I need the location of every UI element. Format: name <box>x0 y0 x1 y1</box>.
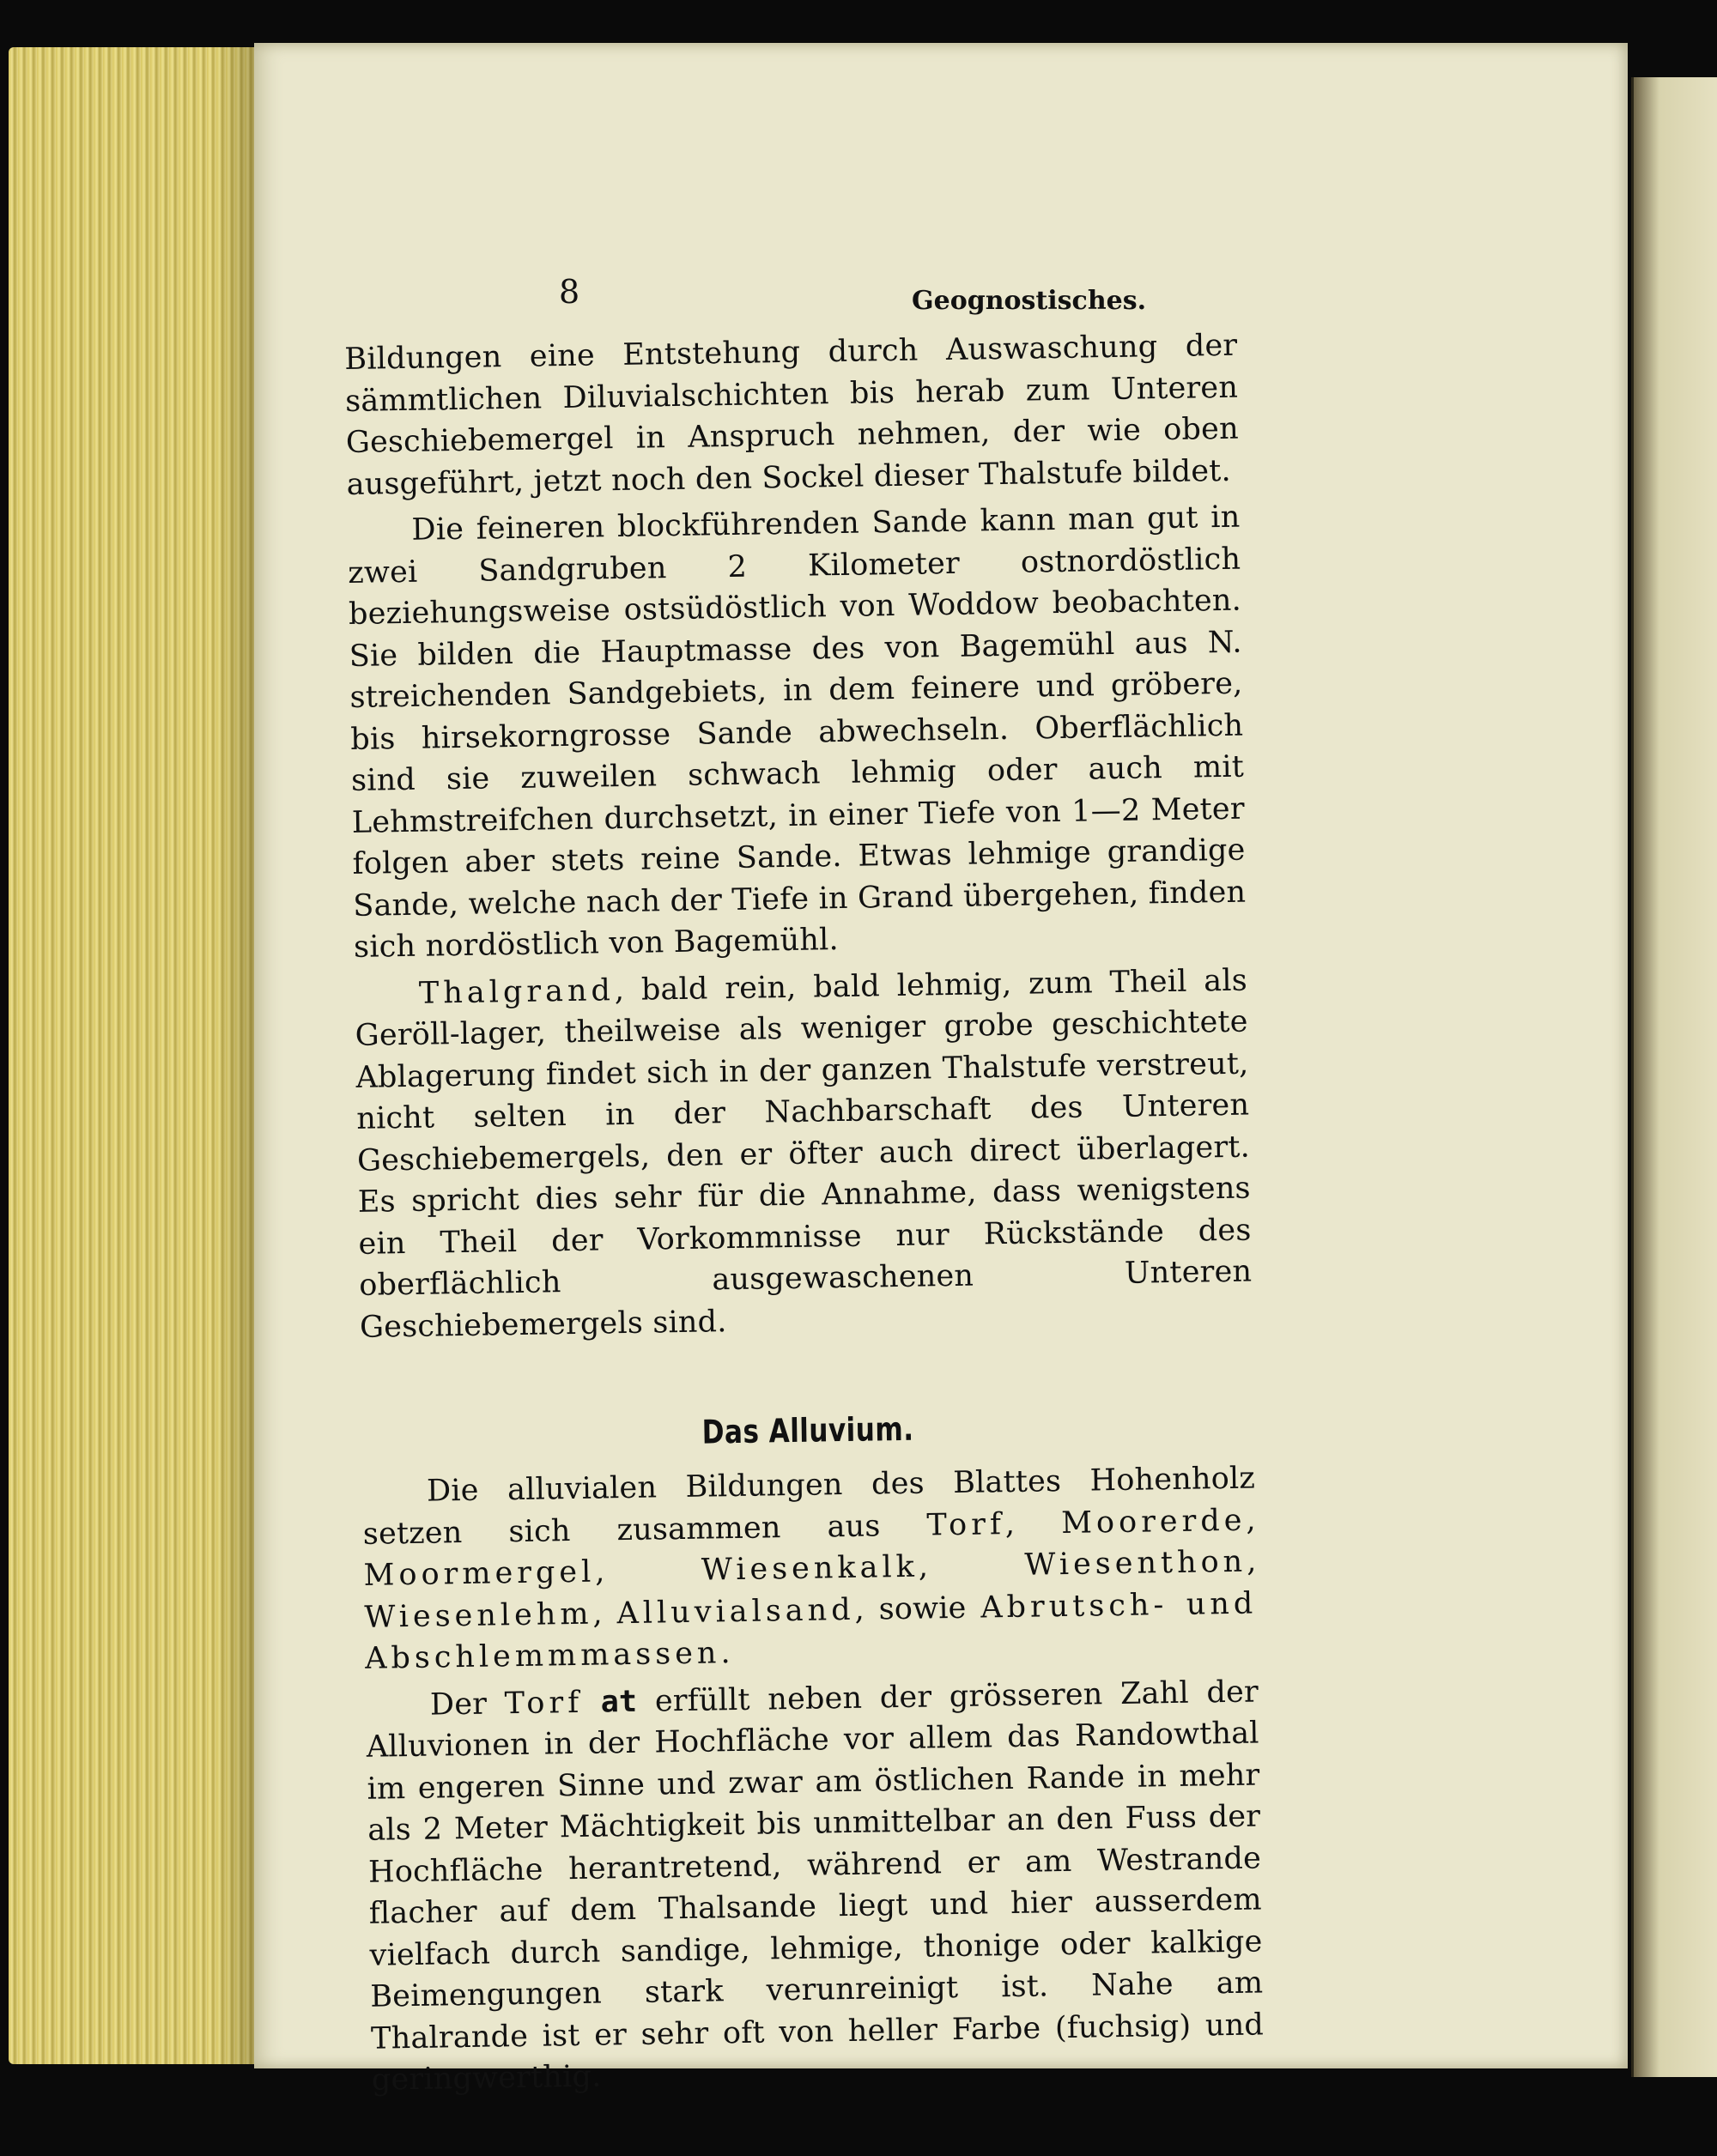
torf-text: erfüllt neben der grösseren Zahl der Alluvionen in der Hochfläche vor allem das Randowthal im engeren Sinne und zwar am östlichen Rande in mehr als 2 Meter Mächtigkeit bis unmittelbar an den Fuss der Hochfläche herantretend, während er am Westrande flacher auf dem Thalsande liegt und hier ausserdem vielfach durch sandige, lehmige, thonige oder kalkige Beimengungen stark verunreinigt ist. Nahe am Thalrande ist er sehr oft von heller Farbe (fuchsig) und geringwerthig. <box>366 1674 1265 2098</box>
term-torf-heading: Torf <box>504 1685 584 1721</box>
paragraph-torf <box>366 1671 1265 2101</box>
section-heading-alluvium: Das Alluvium. <box>701 1409 914 1451</box>
page-number: 8 <box>559 273 580 311</box>
running-head: Geognostisches. <box>912 286 1147 316</box>
term-moorerde: Moorerde <box>1060 1503 1247 1541</box>
intro-lead: Die alluvialen Bildungen des Blattes Hohenholz setzen sich zusammen aus <box>362 1461 1256 1552</box>
term-wiesenkalk: Wiesenkalk <box>701 1549 919 1588</box>
paragraph-alluvium-intro <box>362 1458 1259 1681</box>
paragraph-continuation: Bildungen eine Entstehung durch Auswaschung der sämmtlichen Diluvialschichten bis herab zum Unteren Geschiebemergel in Anspruch nehmen, der wie oben ausgeführt, jetzt noch den Sockel dieser Thalstufe bildet. <box>344 328 1240 502</box>
term-torf: Torf <box>926 1506 1006 1543</box>
thalgrand-text: , bald rein, bald lehmig, zum Theil als Geröll-lager, theilweise als weniger grobe geschichtete Ablagerung findet sich in der ganzen Thalstufe verstreut, nicht selten in der Nachbarschaft des Unteren Geschiebemergels, den er öfter auch direct überlagert. Es spricht dies sehr für die Annahme, dass wenigstens ein Theil der Vorkommnisse nur Rückstände des oberflächlich ausgewaschenen Unteren Geschiebemergels sind. <box>355 963 1253 1345</box>
book-page <box>254 43 1628 2098</box>
term-abrutschmassen: Abrutsch- und Abschlemmmassen <box>364 1585 1258 1676</box>
sep: , <box>592 1596 617 1632</box>
sep: , <box>1246 1544 1257 1579</box>
torf-lead: Der <box>429 1686 506 1723</box>
paragraph-blocksande: Die feineren blockführenden Sande kann man gut in zwei Sandgruben 2 Kilometer ostnordöstlich beziehungsweise ostsüdöstlich von Woddow beobachten. Sie bilden die Hauptmasse des von Bagemühl aus N. streichenden Sandgebiets, in dem feinere und gröbere, bis hirsekorngrosse Sande abwechseln. Oberflächlich sind sie zuweilen schwach lehmig oder auch mit Lehmstreifchen durchsetzt, in einer Tiefe von 1—2 Meter folgen aber stets reine Sande. Etwas lehmige grandige Sande, welche nach der Tiefe in Grand übergehen, finden sich nordöstlich von Bagemühl. <box>347 500 1247 965</box>
body-text <box>344 325 1265 2102</box>
term-moormergel: Moormergel <box>363 1554 596 1593</box>
facing-page-edge <box>1631 77 1717 2077</box>
sep: , <box>1004 1505 1062 1541</box>
term-alluvialsand: Alluvialsand <box>616 1592 855 1631</box>
term-thalgrand: Thalgrand <box>418 972 616 1011</box>
sep: , <box>594 1553 702 1590</box>
sep: , <box>918 1547 1025 1584</box>
intro-end: . <box>720 1636 731 1671</box>
term-wiesenthon: Wiesenthon <box>1024 1544 1247 1583</box>
map-symbol-at: at <box>600 1684 638 1720</box>
term-wiesenlehm: Wiesenlehm <box>364 1596 593 1635</box>
sep: , sowie <box>854 1590 981 1627</box>
paragraph-thalgrand <box>355 960 1253 1348</box>
sep: , <box>1246 1502 1257 1538</box>
